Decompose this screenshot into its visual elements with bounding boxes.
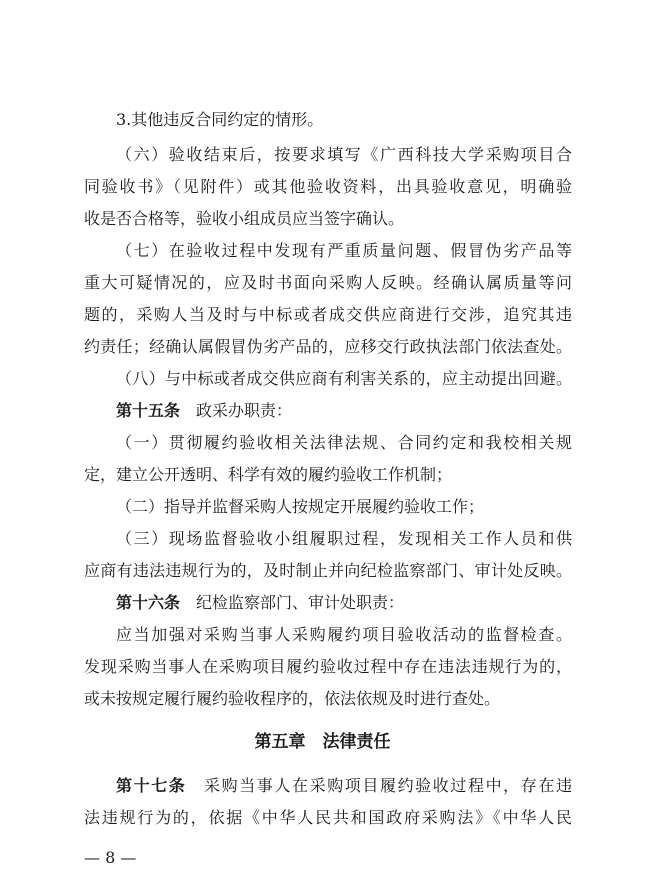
paragraph-line: 应当加强对采购当事人采购履约项目验收活动的监督检查。 <box>116 625 572 644</box>
article-heading: 第十五条 <box>116 401 181 420</box>
paragraph-line: 题的，采购人当及时与中标或者成交供应商进行交涉，追究其违 <box>84 305 572 324</box>
article-heading: 第十七条 <box>116 776 187 795</box>
paragraph-line: （六）验收结束后，按要求填写《广西科技大学采购项目合 <box>116 145 572 164</box>
paragraph-line: 约责任；经确认属假冒伪劣产品的，应移交行政执法部门依法查处。 <box>84 337 572 356</box>
article-text: 采购当事人在采购项目履约验收过程中，存在违 <box>204 776 572 795</box>
paragraph-line: （三）现场监督验收小组履职过程，发现相关工作人员和供 <box>116 529 572 548</box>
paragraph-line: （七）在验收过程中发现有严重质量问题、假冒伪劣产品等 <box>116 241 572 260</box>
paragraph-line: 应商有违法违规行为的，及时制止并向纪检监察部门、审计处反映。 <box>84 561 572 580</box>
paragraph-line: 法违规行为的，依据《中华人民共和国政府采购法》《中华人民 <box>84 808 572 827</box>
article-text: 政采办职责： <box>196 401 293 420</box>
paragraph-line: 发现采购当事人在采购项目履约验收过程中存在违法违规行为的， <box>84 657 572 676</box>
paragraph-line: （八）与中标或者成交供应商有利害关系的，应主动提出回避。 <box>116 369 572 388</box>
article-line <box>116 401 292 421</box>
paragraph-line: 定，建立公开透明、科学有效的履约验收工作机制； <box>84 465 453 484</box>
paragraph-line: 同验收书》（见附件）或其他验收资料，出具验收意见，明确验 <box>84 177 572 196</box>
chapter-title: 第五章 法律责任 <box>254 732 391 752</box>
paragraph-line: 3.其他违反合同约定的情形。 <box>116 110 324 129</box>
paragraph-line: （二）指导并监督采购人按规定开展履约验收工作； <box>116 497 485 516</box>
page-number: — 8 — <box>84 848 137 867</box>
paragraph-line: 重大可疑情况的，应及时书面向采购人反映。经确认属质量等问 <box>84 273 572 292</box>
article-text: 纪检监察部门、审计处职责： <box>196 593 405 612</box>
article-line <box>116 593 404 613</box>
paragraph-line: 或未按规定履行履约验收程序的，依法依规及时进行查处。 <box>84 689 501 708</box>
article-line <box>116 776 572 796</box>
paragraph-line: 收是否合格等，验收小组成员应当签字确认。 <box>84 209 405 228</box>
paragraph-line: （一）贯彻履约验收相关法律法规、合同约定和我校相关规 <box>116 433 572 452</box>
article-heading: 第十六条 <box>116 593 181 612</box>
